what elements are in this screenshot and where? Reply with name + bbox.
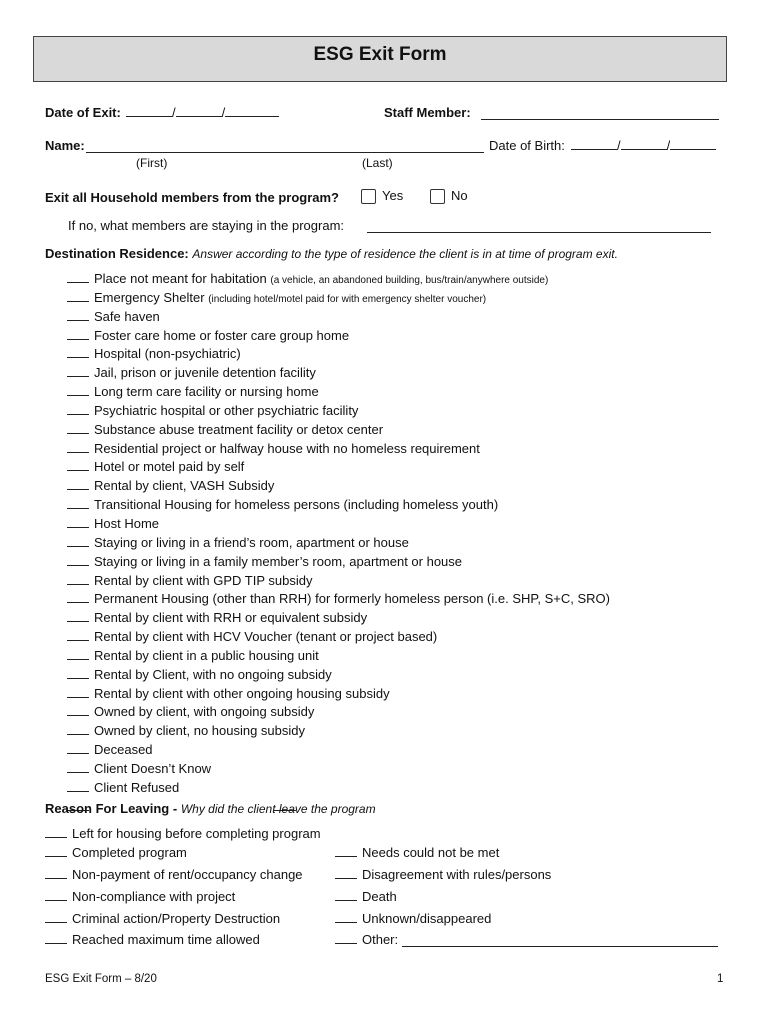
destination-option[interactable]: Staying or living in a friend’s room, apartment or house bbox=[67, 534, 610, 553]
reason-option[interactable]: Needs could not be met bbox=[335, 845, 499, 860]
destination-option[interactable]: Owned by client, no housing subsidy bbox=[67, 722, 610, 741]
destination-option[interactable]: Staying or living in a family member’s room, apartment or house bbox=[67, 553, 610, 572]
no-checkbox[interactable] bbox=[430, 189, 445, 204]
destination-option[interactable]: Rental by client in a public housing unit bbox=[67, 647, 610, 666]
destination-option[interactable]: Hospital (non-psychiatric) bbox=[67, 345, 610, 364]
last-name-caption: (Last) bbox=[362, 156, 393, 170]
destination-options bbox=[67, 270, 610, 816]
destination-option[interactable]: Emergency Shelter (including hotel/motel paid for with emergency shelter voucher) bbox=[67, 289, 610, 308]
reason-heading: Reason For Leaving - Why did the client leave the program bbox=[45, 801, 376, 816]
yes-label: Yes bbox=[382, 188, 404, 203]
no-option[interactable] bbox=[430, 188, 468, 204]
destination-option[interactable]: Rental by client with GPD TIP subsidy bbox=[67, 572, 610, 591]
exit-household-question: Exit all Household members from the program? bbox=[45, 190, 339, 205]
page-number: 1 bbox=[717, 973, 724, 985]
date-of-birth-label: Date of Birth: bbox=[489, 138, 565, 153]
reason-option[interactable]: Criminal action/Property Destruction bbox=[45, 911, 280, 926]
destination-option[interactable]: Safe haven bbox=[67, 308, 610, 327]
destination-option[interactable]: Transitional Housing for homeless persons (including homeless youth) bbox=[67, 496, 610, 515]
destination-option[interactable]: Psychiatric hospital or other psychiatric facility bbox=[67, 402, 610, 421]
destination-option[interactable]: Client Refused bbox=[67, 779, 610, 798]
destination-option[interactable]: Foster care home or foster care group home bbox=[67, 327, 610, 346]
name-label: Name: bbox=[45, 138, 85, 153]
yes-option[interactable] bbox=[361, 188, 403, 204]
destination-option[interactable]: Client Doesn’t Know bbox=[67, 760, 610, 779]
staff-member-field[interactable] bbox=[481, 119, 719, 120]
reason-option[interactable]: Non-compliance with project bbox=[45, 889, 235, 904]
footer-form-id: ESG Exit Form – 8/20 bbox=[45, 973, 157, 985]
staying-members-label: If no, what members are staying in the program: bbox=[68, 218, 345, 233]
reason-option[interactable]: Completed program bbox=[45, 845, 187, 860]
date-of-exit-label: Date of Exit: bbox=[45, 105, 121, 120]
destination-option[interactable]: Long term care facility or nursing home bbox=[67, 383, 610, 402]
date-of-birth-field[interactable]: / / bbox=[571, 137, 716, 153]
staff-member-label: Staff Member: bbox=[384, 105, 471, 120]
destination-option[interactable]: Substance abuse treatment facility or detox center bbox=[67, 421, 610, 440]
destination-option[interactable]: Owned by client, with ongoing subsidy bbox=[67, 703, 610, 722]
destination-option[interactable]: Place not meant for habitation (a vehicle, an abandoned building, bus/train/anywhere outside) bbox=[67, 270, 610, 289]
reason-option[interactable]: Death bbox=[335, 889, 397, 904]
destination-option[interactable]: Rental by client with other ongoing housing subsidy bbox=[67, 685, 610, 704]
destination-heading: Destination Residence: Answer according to the type of residence the client is in at time of program exit. bbox=[45, 246, 618, 261]
destination-option[interactable]: Rental by client with RRH or equivalent subsidy bbox=[67, 609, 610, 628]
destination-option[interactable]: Permanent Housing (other than RRH) for formerly homeless person (i.e. SHP, S+C, SRO) bbox=[67, 590, 610, 609]
destination-option[interactable]: Deceased bbox=[67, 741, 610, 760]
date-of-exit-field[interactable]: / / bbox=[126, 104, 279, 120]
reason-option[interactable]: Unknown/disappeared bbox=[335, 911, 491, 926]
reason-option[interactable]: Reached maximum time allowed bbox=[45, 932, 260, 947]
destination-option[interactable]: Rental by client, VASH Subsidy bbox=[67, 477, 610, 496]
yes-checkbox[interactable] bbox=[361, 189, 376, 204]
form-title: ESG Exit Form bbox=[313, 44, 447, 65]
other-reason-field[interactable] bbox=[402, 946, 718, 947]
staying-members-field[interactable] bbox=[367, 232, 711, 233]
name-field[interactable] bbox=[86, 152, 484, 153]
reason-option[interactable]: Left for housing before completing program bbox=[45, 826, 321, 841]
no-label: No bbox=[451, 188, 468, 203]
destination-option[interactable]: Jail, prison or juvenile detention facility bbox=[67, 364, 610, 383]
destination-option[interactable]: Residential project or halfway house with no homeless requirement bbox=[67, 440, 610, 459]
reason-option[interactable]: Disagreement with rules/persons bbox=[335, 867, 551, 882]
form-title-box bbox=[33, 36, 727, 82]
reason-option[interactable]: Non-payment of rent/occupancy change bbox=[45, 867, 303, 882]
destination-option[interactable]: Rental by Client, with no ongoing subsidy bbox=[67, 666, 610, 685]
destination-option[interactable]: Hotel or motel paid by self bbox=[67, 458, 610, 477]
destination-option[interactable]: Host Home bbox=[67, 515, 610, 534]
reason-option[interactable]: Other: bbox=[335, 932, 398, 947]
destination-option[interactable]: Rental by client with HCV Voucher (tenant or project based) bbox=[67, 628, 610, 647]
first-name-caption: (First) bbox=[136, 156, 168, 170]
